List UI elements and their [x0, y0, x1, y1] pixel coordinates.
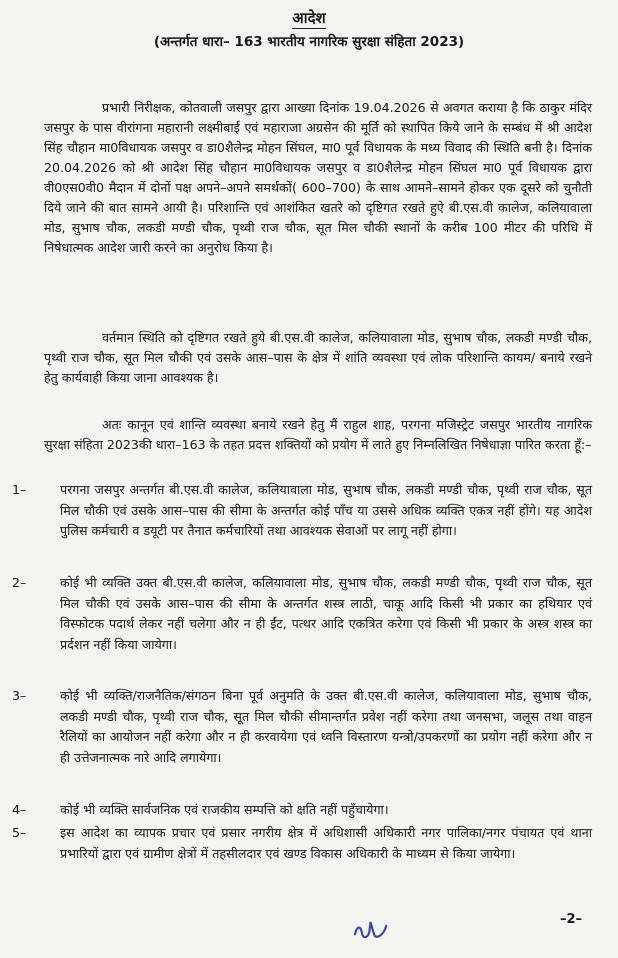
order-item-3	[12, 686, 592, 768]
item-text: इस आदेश का व्यापक प्रचार एवं प्रसार नगरीय क्षेत्र में अधिशासी अधिकारी नगर पालिका/नगर पंचायत एवं थाना प्रभारियों द्वारा एवं ग्रामीण क्षेत्रों में तहसीलदार एवं खण्ड विकास अधिकारी के माध्यम से किया जायेगा।	[60, 825, 592, 861]
order-item-4	[12, 800, 592, 821]
signature-mark	[350, 916, 391, 945]
paragraph-1	[44, 98, 592, 258]
paragraph-2-text: वर्तमान स्थिति को दृष्टिगत रखते हुये बी.एस.वी कालेज, कलियावाला मोड, सुभाष चौक, लकडी मण्डी चौक, पृथ्वी राज चौक, सूत मिल चौकी एवं उसके आस–पास के क्षेत्र में शांति व्यवस्था एवं लोक परिशान्ति कायम/ बनाये रखने हेतु कार्यवाही किया जाना आवश्यक है।	[44, 330, 592, 385]
item-text: कोई भी व्यक्ति/राजनैतिक/संगठन बिना पूर्व अनुमति के उक्त बी.एस.वी कालेज, कलियावाला मोड, सुभाष चौक, लकडी मण्डी चौक, पृथ्वी राज चौक, सूत मिल चौकी सीमान्तर्गत प्रवेश नहीं करेगा तथा जनसभा, जलूस तथा वाहन रैलियों का आयोजन नहीं करेगा और न ही करवायेगा एवं ध्वनि विस्तारण यन्त्रो/उपकरणों का प्रयोग नहीं करेगा और न ही उत्तेजनात्मक नारे आदि लगायेगा।	[60, 688, 592, 765]
item-number: 2–	[12, 575, 27, 590]
paragraph-1-text: प्रभारी निरीक्षक, कोतवाली जसपुर द्वारा आख्या दिनांक 19.04.2026 से अवगत कराया है कि ठाकुर मंदिर जसपुर के पास वीरांगना महारानी लक्ष्मीबाई एवं महाराजा अग्रसेन की मूर्ति को स्थापित किये जाने के सम्बंध में श्री आदेश सिंह चौहान मा0विधायक जसपुर व डा0शैलेन्द्र मोहन सिंघल, मा0 पूर्व विधायक के मध्य विवाद की स्थिति बनी है। दिनांक 20.04.2026 को श्री आदेश सिंह चौहान मा0विधायक जसपुर व डा0शैलेन्द्र मोहन सिंघल मा0 पूर्व विधायक द्वारा वी0एस0वी0 मैदान में दोनों पक्ष अपने–अपने समर्थकों( 600–700) के साथ आमने–सामने होकर एक दूसरे को चुनौती दिये जाने की बात सामने आयी है। परिशान्ति एवं आशंकित खतरे को दृष्टिगत रखते हुऐ बी.एस.वी कालेज, कलियावाला मोड, सुभाष चौक, लकडी मण्डी चौक, पृथ्वी राज चौक, सूत मिल चौकी स्थानों के करीब 100 मीटर की परिधि में निषेधात्मक आदेश जारी करने का अनुरोध किया है।	[44, 100, 592, 255]
document-title	[0, 8, 618, 28]
paragraph-2	[44, 328, 592, 388]
paragraph-3-text: अतः कानून एवं शान्ति व्यवस्था बनाये रखने हेतु मैं राहुल शाह, परगना मजिस्ट्रेट जसपुर भारतीय नागरिक सुरक्षा संहिता 2023की धारा–163 के तहत प्रदत्त शक्तियों को प्रयोग में लाते हुए निम्नलिखित निषेधाज्ञा पारित करता हूँ:–	[44, 417, 592, 452]
item-number: 5–	[12, 825, 27, 840]
order-item-5	[12, 823, 592, 864]
item-text: कोई भी व्यक्ति उक्त बी.एस.वी कालेज, कलियावाला मोड, सुभाष चौक, लकडी मण्डी चौक, पृथ्वी राज चौक, सूत मिल चौकी एवं उसके आस–पास की सीमा के अन्तर्गत शस्त्र लाठी, चाकू आदि किसी भी प्रकार का हथियार एवं विस्फोटक पदार्थ लेकर नहीं चलेगा और न ही ईंट, पत्थर आदि एकत्रित करेगा एवं किसी भी प्रकार के अस्त्र शस्त्र का प्रर्दशन नहीं किया जायेगा।	[60, 575, 592, 652]
order-item-1	[12, 480, 592, 542]
item-number: 3–	[12, 688, 27, 703]
item-text: कोई भी व्यक्ति सार्वजनिक एवं राजकीय सम्पत्ति को क्षति नहीं पहुँचायेगा।	[60, 802, 389, 817]
item-text: परगना जसपुर अन्तर्गत बी.एस.वी कालेज, कलियावाला मोड, सुभाष चौक, लकडी मण्डी चौक, पृथ्वी राज चौक, सूत मिल चौकी एवं उसके आस–पास की सीमा के अन्तर्गत कोई पाँच या उससे अधिक व्यक्ति एकत्र नहीं होंगे। यह आदेश पुलिस कर्मचारी व डयूटी पर तैनात कर्मचारियों तथा आवश्यक सेवाओं पर लागू नहीं होगा।	[60, 482, 592, 539]
order-item-2	[12, 573, 592, 655]
item-number: 4–	[12, 802, 27, 817]
handwritten-signature	[350, 916, 392, 951]
item-number: 1–	[12, 482, 27, 497]
title-text: आदेश	[292, 9, 326, 27]
document-subtitle: (अन्तर्गत धारा– 163 भारतीय नागरिक सुरक्षा संहिता 2023)	[153, 34, 465, 50]
page-number: –2–	[560, 912, 583, 927]
paragraph-3	[44, 415, 592, 455]
